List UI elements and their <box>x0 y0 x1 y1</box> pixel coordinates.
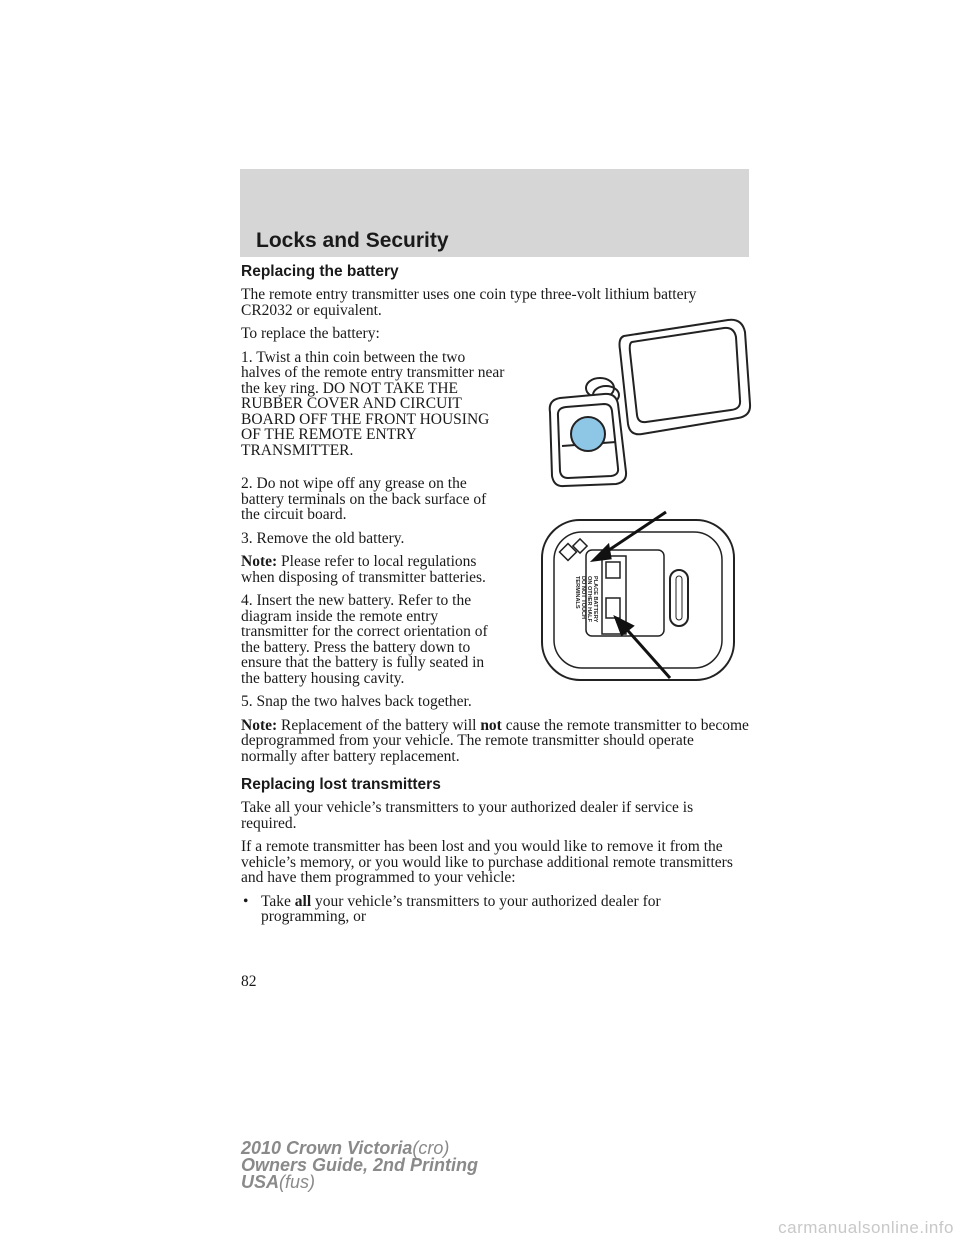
battery-intro: The remote entry transmitter uses one coin type three-volt lithium battery CR2032 or equivalent. <box>241 286 697 319</box>
bullet-text-b: your vehicle’s transmitters to your authorized dealer for programming, or <box>261 892 661 925</box>
page-number: 82 <box>241 973 257 990</box>
battery-label-line: PLACE BATTERY <box>592 576 598 623</box>
footer-market: USA <box>241 1172 280 1192</box>
note-label: Note: <box>241 716 278 734</box>
note-deprogram-text-a: Replacement of the battery will <box>281 716 481 734</box>
document-footer <box>241 1140 478 1191</box>
footer-model-code: (cro) <box>412 1138 450 1158</box>
section-title: Locks and Security <box>256 229 449 252</box>
bullet-text-a: Take <box>261 892 295 910</box>
step-2: 2. Do not wipe off any grease on the battery terminals on the back surface of the circuit board. <box>241 475 487 523</box>
heading-replacing-battery: Replacing the battery <box>241 263 399 280</box>
to-replace-label: To replace the battery: <box>241 325 380 342</box>
bullet-emphasis: all <box>294 892 312 910</box>
lost-paragraph-2: If a remote transmitter has been lost and you would like to remove it from the vehicle’s memory, or you would like to purchase additional remote transmitters and have them programmed to your vehicle: <box>241 838 733 886</box>
transmitter-housing <box>542 520 734 680</box>
note-disposal-text: Please refer to local regulations when disposing of transmitter batteries. <box>241 553 486 586</box>
heading-lost-transmitters: Replacing lost transmitters <box>241 776 441 793</box>
battery-label-line: ON OTHER HALF <box>586 576 592 622</box>
transmitter-interior-diagram <box>540 504 752 682</box>
step-4-text: 4. Insert the new battery. Refer to the diagram inside the remote entry transmitter for the correct orientation of the battery. Press the battery down to ensure that the battery is fully seated in the battery housing cavity. <box>241 592 488 687</box>
key-fob-illustration <box>538 318 752 488</box>
bullet-take-all <box>241 894 751 925</box>
coin-battery-icon <box>571 417 605 451</box>
fob-back-inset <box>630 328 740 422</box>
section-header-band <box>240 169 749 257</box>
note-label: Note: <box>241 553 278 570</box>
footer-line-3 <box>241 1174 478 1191</box>
step-5: 5. Snap the two halves back together. <box>241 693 472 710</box>
lost-paragraph-1: Take all your vehicle’s transmitters to your authorized dealer if service is required. <box>241 799 694 832</box>
footer-line-2: Owners Guide, 2nd Printing <box>241 1155 479 1175</box>
watermark: carmanualsonline.info <box>778 1218 954 1237</box>
note-deprogram-emphasis: not <box>480 716 502 734</box>
note-deprogram <box>241 718 751 765</box>
note-disposal <box>241 554 506 585</box>
bullet-icon: • <box>243 892 249 910</box>
footer-market-code: (fus) <box>279 1172 316 1192</box>
battery-label-line: DO NOT TOUCH <box>580 576 586 620</box>
step-3: 3. Remove the old battery. <box>241 529 405 547</box>
note-deprogram-text-b: cause the remote transmitter to become deprogrammed from your vehicle. The remote transmitter should operate normally after battery replacement. <box>241 716 749 765</box>
footer-model: 2010 Crown Victoria <box>241 1138 413 1158</box>
battery-label-line: TERMINALS <box>574 576 580 609</box>
step-1: 1. Twist a thin coin between the two halves of the remote entry transmitter near the key ring. DO NOT TAKE THE RUBBER COVER AND CIRCUIT BOARD OFF THE FRONT HOUSING OF THE REMOTE ENTRY TRANSMITTER. <box>241 348 505 459</box>
